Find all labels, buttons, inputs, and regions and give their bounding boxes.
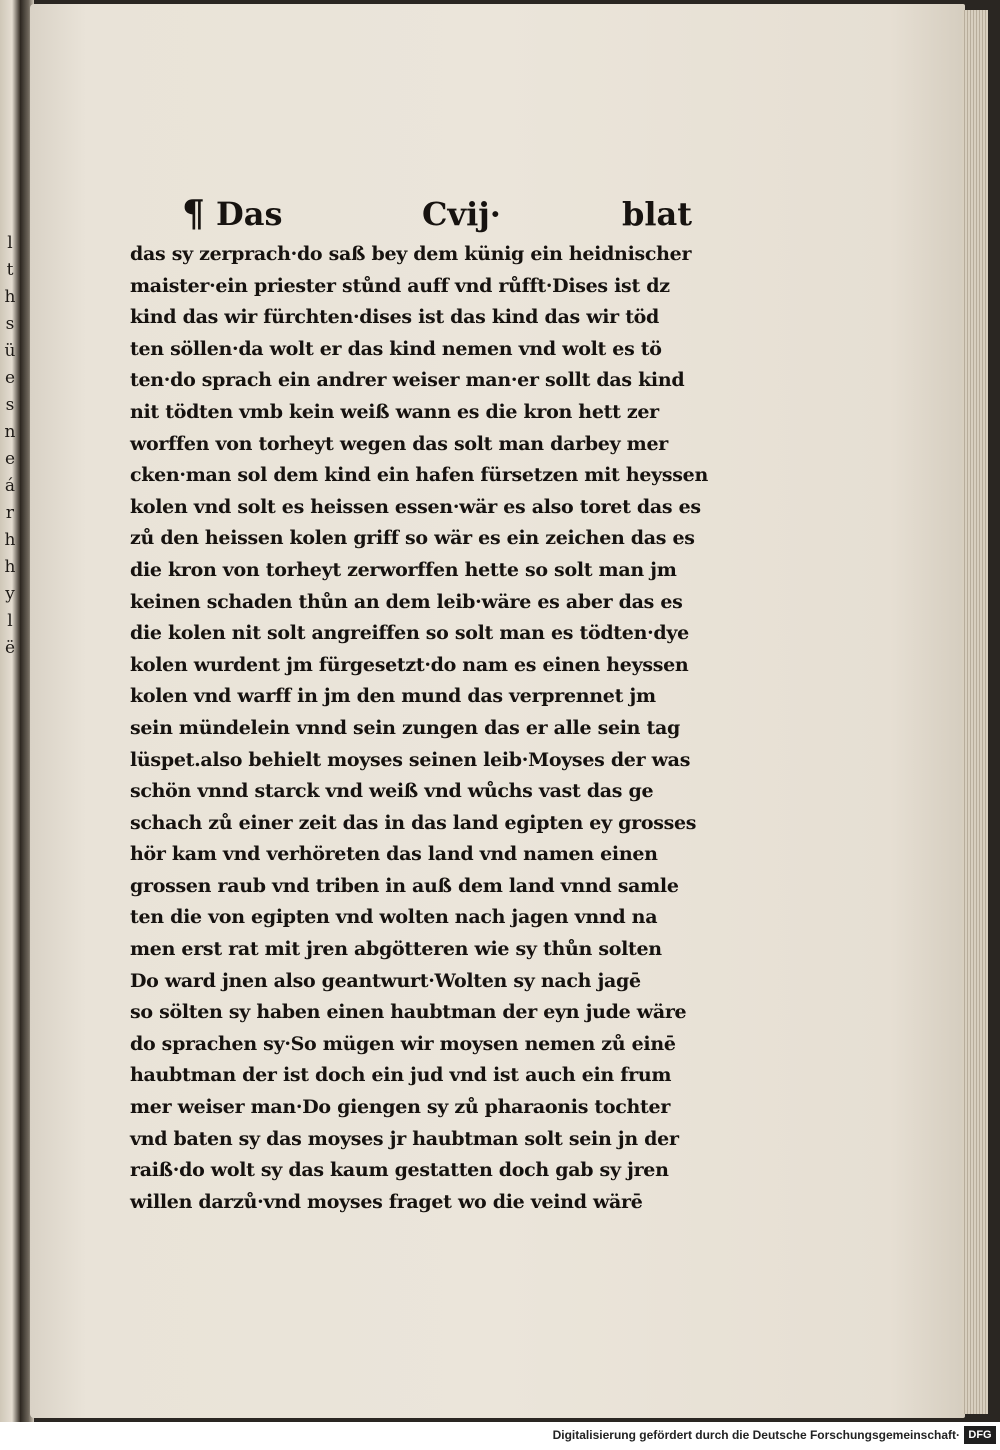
- text-block: [122, 193, 722, 1218]
- text-line: willen darzů·vnd moyses fraget wo die veind wärē: [130, 1190, 643, 1213]
- text-line: do sprachen sy·So mügen wir moysen nemen zů einē: [130, 1032, 676, 1055]
- text-line: schön vnnd starck vnd weiß vnd wůchs vast das ge: [130, 780, 654, 803]
- left-margin-glyph: r: [5, 503, 15, 523]
- page-edges: [962, 10, 990, 1414]
- left-margin-glyph: e: [4, 449, 16, 469]
- text-line: Do ward jnen also geantwurt·Wolten sy nach jagē: [130, 969, 641, 992]
- text-line: die kron von torheyt zerworffen hette so solt man jm: [130, 558, 677, 581]
- left-margin-glyph: h: [4, 557, 16, 577]
- text-line: kind das wir fürchten·dises ist das kind das wir töd: [130, 306, 660, 329]
- heading-right: blat: [622, 195, 693, 233]
- text-line: hör kam vnd verhöreten das land vnd namen einen: [130, 843, 658, 866]
- left-margin-glyph: t: [6, 260, 14, 280]
- text-line: mer weiser man·Do giengen sy zů pharaonis tochter: [130, 1096, 671, 1119]
- left-margin-glyph: e: [4, 368, 16, 388]
- left-margin-glyph: n: [4, 422, 16, 442]
- funding-notice: Digitalisierung gefördert durch die Deutsche Forschungsgemeinschaft·: [552, 1428, 960, 1442]
- heading-folio: Cvij·: [422, 195, 501, 233]
- text-line: worffen von torheyt wegen das solt man darbey mer: [130, 432, 668, 455]
- dfg-logo: DFG: [964, 1426, 996, 1444]
- left-margin-glyph: ë: [4, 638, 16, 658]
- left-margin-glyph: l: [7, 233, 13, 253]
- text-line: cken·man sol dem kind ein hafen fürsetzen mit heyssen: [130, 464, 708, 487]
- text-line: kolen vnd warff in jm den mund das verprennet jm: [130, 685, 656, 708]
- text-line: ten söllen·da wolt er das kind nemen vnd wolt es tö: [130, 337, 662, 360]
- text-line: grossen raub vnd triben in auß dem land vnnd samle: [130, 874, 679, 897]
- left-margin-glyph: l: [7, 611, 13, 631]
- text-line: keinen schaden thůn an dem leib·wäre es aber das es: [130, 590, 683, 613]
- left-page-fragment-text: [0, 230, 20, 662]
- left-margin-glyph: y: [5, 584, 15, 604]
- left-margin-glyph: ü: [4, 341, 16, 361]
- footer-bar: [0, 1422, 1000, 1450]
- text-line: vnd baten sy das moyses jr haubtman solt sein jn der: [130, 1127, 679, 1150]
- running-heading: [122, 193, 722, 239]
- text-line: ten·do sprach ein andrer weiser man·er sollt das kind: [130, 369, 685, 392]
- pilcrow-mark: ¶: [182, 193, 205, 235]
- heading-left: Das: [216, 195, 283, 233]
- text-line: sein mündelein vnnd sein zungen das er alle sein tag: [130, 716, 680, 739]
- text-line: men erst rat mit jren abgötteren wie sy thůn solten: [130, 938, 662, 961]
- left-margin-glyph: s: [5, 314, 15, 334]
- text-line: nit tödten vmb kein weiß wann es die kron hett zer: [130, 400, 659, 423]
- text-line: zů den heissen kolen griff so wär es ein zeichen das es: [130, 527, 695, 550]
- text-line: schach zů einer zeit das in das land egipten ey grosses: [130, 811, 697, 834]
- text-line: maister·ein priester stůnd auff vnd růfft·Dises ist dz: [130, 274, 670, 297]
- scan-background-edge: [988, 0, 1000, 1422]
- text-line: kolen wurdent jm fürgesetzt·do nam es einen heyssen: [130, 653, 689, 676]
- text-line: raiß·do wolt sy das kaum gestatten doch gab sy jren: [130, 1159, 669, 1182]
- left-margin-glyph: h: [4, 530, 16, 550]
- text-line: so sölten sy haben einen haubtman der eyn jude wäre: [130, 1001, 687, 1024]
- text-line: das sy zerprach·do saß bey dem künig ein heidnischer: [130, 243, 692, 265]
- text-line: haubtman der ist doch ein jud vnd ist auch ein frum: [130, 1064, 672, 1087]
- text-line: die kolen nit solt angreiffen so solt man es tödten·dye: [130, 622, 689, 645]
- body-text: [122, 239, 722, 1218]
- left-margin-glyph: s: [5, 395, 15, 415]
- text-line: ten die von egipten vnd wolten nach jagen vnnd na: [130, 906, 658, 929]
- text-line: lüspet.also behielt moyses seinen leib·Moyses der was: [130, 748, 691, 771]
- text-line: kolen vnd solt es heissen essen·wär es also toret das es: [130, 495, 701, 518]
- left-margin-glyph: h: [4, 287, 16, 307]
- left-margin-glyph: á: [4, 476, 16, 496]
- left-page-edge: [0, 0, 20, 1422]
